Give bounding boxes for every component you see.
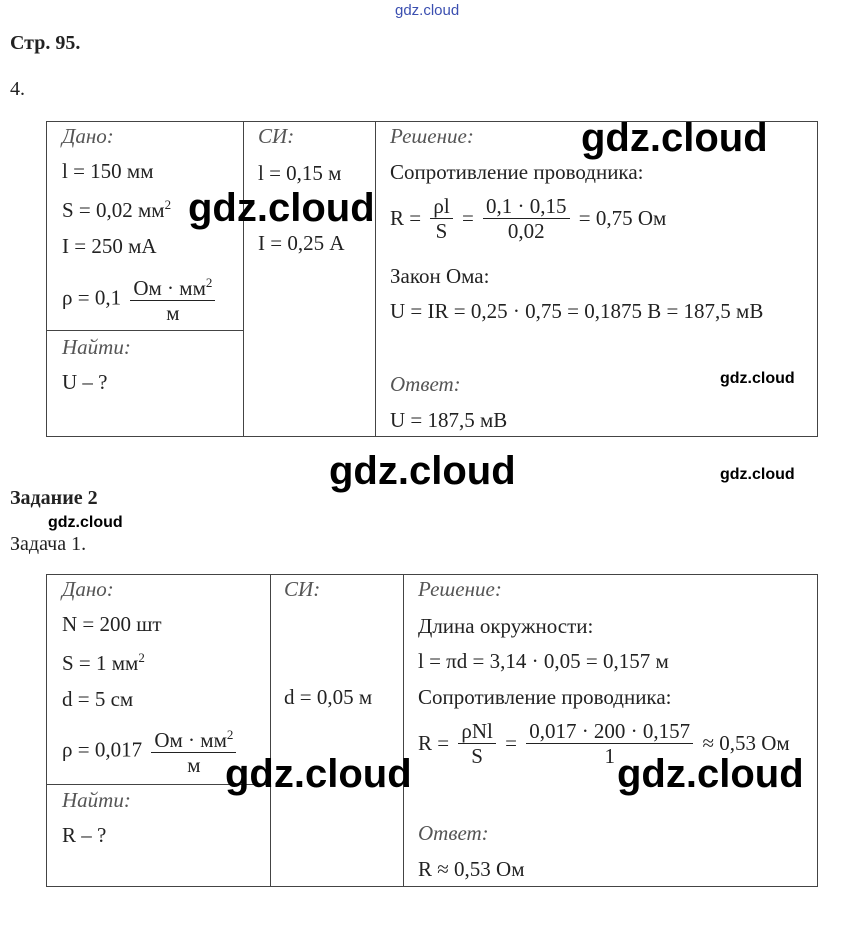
watermark-overlay: gdz.cloud bbox=[581, 116, 768, 160]
table2-given-resistivity: ρ = 0,017 $\frac{Ом \cdot мм^2}{м}$ bbox=[62, 723, 240, 777]
watermark-top: gdz.cloud bbox=[395, 2, 460, 19]
watermark-overlay: gdz.cloud bbox=[720, 466, 795, 483]
table1-given-current: I = 250 мА bbox=[62, 234, 157, 258]
table2-divider-si-solution bbox=[403, 574, 404, 887]
table1-values-fraction: $\frac{0,1 \cdot 0,15}{0,02}$ bbox=[483, 194, 570, 243]
table1-ohm-law-label: Закон Ома: bbox=[390, 264, 490, 288]
table2-given-caption: Дано: bbox=[62, 577, 114, 601]
item-number: 4. bbox=[10, 78, 25, 100]
table1-given-length: l = 150 мм bbox=[62, 159, 154, 183]
watermark-overlay: gdz.cloud bbox=[329, 449, 516, 493]
table2-find-caption: Найти: bbox=[62, 788, 131, 812]
watermark-overlay: gdz.cloud bbox=[225, 752, 412, 796]
table2-given-count: N = 200 шт bbox=[62, 612, 162, 636]
table1-divider-given-si bbox=[243, 121, 244, 437]
table1-resistivity-unit-fraction: $\frac{Ом \cdot мм^2}{м}$ bbox=[130, 271, 215, 325]
table1-resistance-formula: R = $\frac{\rho l}{S}$ = $\frac{0,1 \cdot 0,15}{0,02}$ = 0,75 Ом bbox=[390, 194, 667, 243]
table1-si-current: I = 0,25 А bbox=[258, 231, 345, 255]
table1-divider-si-solution bbox=[375, 121, 376, 437]
section-title: Задание 2 bbox=[10, 487, 98, 509]
table1-formula-fraction: $\frac{\rho l}{S}$ bbox=[430, 194, 452, 243]
table2-find-value: R – ? bbox=[62, 823, 107, 847]
table2-resistivity-unit-fraction: $\frac{Ом \cdot мм^2}{м}$ bbox=[151, 723, 236, 777]
table1-si-length: l = 0,15 м bbox=[258, 161, 342, 185]
table2-given-area: S = 1 $мм^2$ bbox=[62, 650, 145, 675]
table1-given-caption: Дано: bbox=[62, 124, 114, 148]
table1-solution-line1: Сопротивление проводника: bbox=[390, 160, 644, 184]
table1-divider-given-find bbox=[46, 330, 244, 331]
table1-answer-caption: Ответ: bbox=[390, 372, 461, 396]
table2-length-formula: l = πd = 3,14 · 0,05 = 0,157 м bbox=[418, 649, 669, 673]
table2-si-caption: СИ: bbox=[284, 577, 321, 601]
table2-answer: R ≈ 0,53 Ом bbox=[418, 857, 525, 881]
watermark-overlay: gdz.cloud bbox=[188, 186, 375, 230]
table2-answer-caption: Ответ: bbox=[418, 821, 489, 845]
table2-solution-caption: Решение: bbox=[418, 577, 502, 601]
table2-solution-line2: Сопротивление проводника: bbox=[418, 685, 672, 709]
table1-find-value: U – ? bbox=[62, 370, 108, 394]
table1-given-resistivity: ρ = 0,1 $\frac{Ом \cdot мм^2}{м}$ bbox=[62, 271, 219, 325]
table2-formula-fraction: $\frac{\text{ρNl}}{S}$ bbox=[458, 719, 495, 768]
table1-voltage-formula: U = IR = 0,25 · 0,75 = 0,1875 В = 187,5 мВ bbox=[390, 299, 764, 323]
table1-given-area: S = 0,02 $мм^2$ bbox=[62, 197, 172, 222]
table2-resistance-formula: R = $\frac{\text{ρNl}}{S}$ = $\frac{0,017 \cdot 200 \cdot 0,157}{1}$ ≈ 0,53 Ом bbox=[418, 719, 790, 768]
table1-find-caption: Найти: bbox=[62, 335, 131, 359]
table2-divider-given-si bbox=[270, 574, 271, 887]
table2-solution-line1: Длина окружности: bbox=[418, 614, 594, 638]
table1-si-caption: СИ: bbox=[258, 124, 295, 148]
watermark-overlay: gdz.cloud bbox=[48, 514, 123, 531]
table2-values-fraction: $\frac{0,017 \cdot 200 \cdot 0,157}{1}$ bbox=[526, 719, 693, 768]
task-label: Задача 1. bbox=[10, 533, 87, 555]
watermark-overlay: gdz.cloud bbox=[720, 370, 795, 387]
table1-solution-caption: Решение: bbox=[390, 124, 474, 148]
table1-answer: U = 187,5 мВ bbox=[390, 408, 508, 432]
page-reference: Стр. 95. bbox=[10, 32, 81, 54]
table2-si-diameter: d = 0,05 м bbox=[284, 685, 373, 709]
table2-given-diameter: d = 5 см bbox=[62, 687, 134, 711]
watermark-overlay: gdz.cloud bbox=[617, 752, 804, 796]
